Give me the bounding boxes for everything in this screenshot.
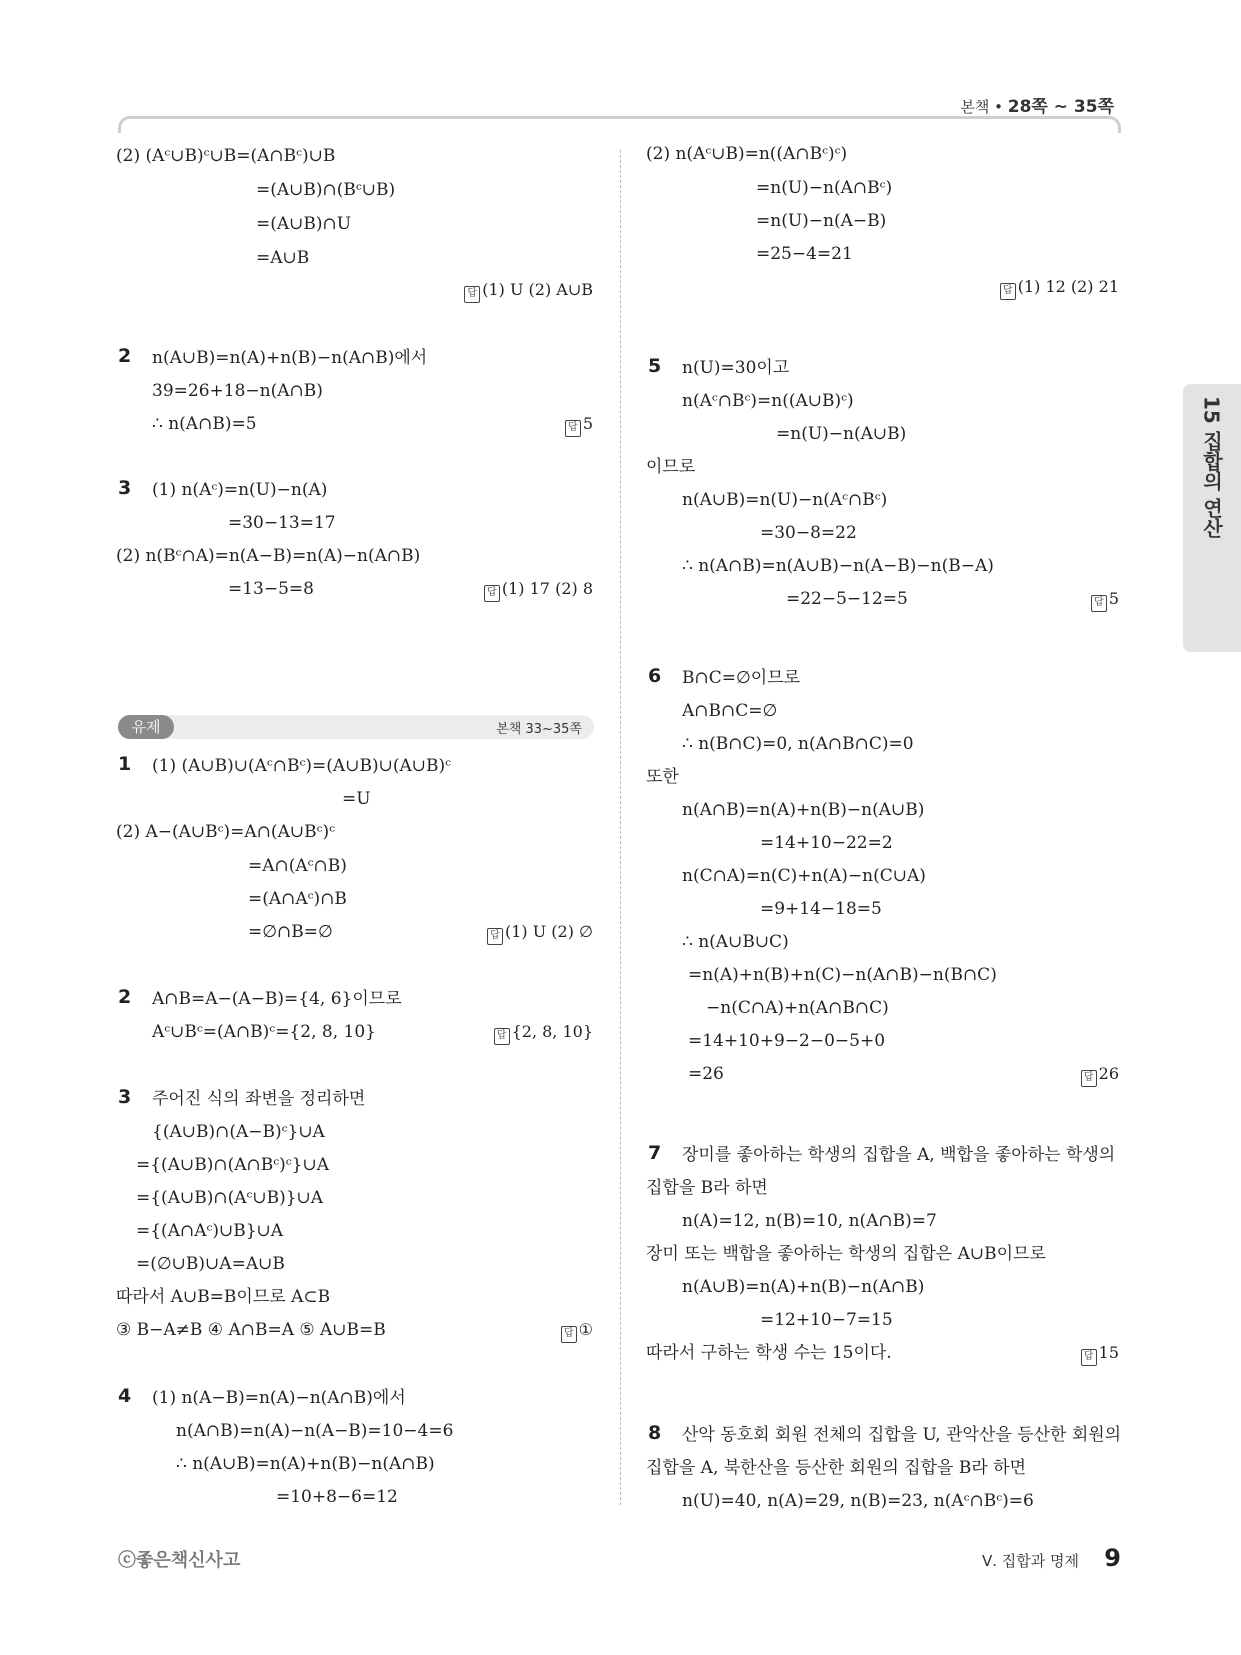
solution-line: ∴ n(A∪B∪C) [682, 932, 789, 952]
answer-text: {2, 8, 10} [511, 1022, 593, 1041]
problem-number: 3 [118, 1086, 132, 1108]
solution-line: A∩B=A−(A−B)={4, 6}이므로 [152, 989, 402, 1009]
header-rule [118, 116, 1121, 133]
solution-line: =14+10−22=2 [760, 833, 893, 853]
answer-text: ① [578, 1320, 593, 1339]
solution-line: =30−8=22 [760, 523, 857, 543]
problem-number: 2 [118, 345, 132, 367]
page-range: 28쪽 ~ 35쪽 [1007, 97, 1114, 117]
solution-line: =12+10−7=15 [760, 1310, 893, 1330]
page-number: 9 [1104, 1544, 1121, 1572]
column-divider [620, 150, 621, 1505]
problem-number: 8 [648, 1422, 662, 1444]
solution-line: 집합을 A, 북한산을 등산한 회원의 집합을 B라 하면 [646, 1458, 1027, 1478]
solution-line: n(U)=30이고 [682, 358, 790, 378]
solution-line: 39=26+18−n(A∩B) [152, 381, 323, 401]
solution-line: =n(U)−n(A∩Bᶜ) [756, 178, 893, 198]
yuje-section-bar [118, 715, 594, 739]
solution-line: =22−5−12=5 [786, 589, 908, 609]
solution-line: =(∅∪B)∪A=A∪B [136, 1254, 285, 1274]
solution-line: (2) A−(A∪Bᶜ)=A∩(A∪Bᶜ)ᶜ [116, 822, 335, 842]
solution-line: 산악 동호회 회원 전체의 집합을 U, 관악산을 등산한 회원의 [682, 1425, 1122, 1445]
solution-line: n(A∩B)=n(A)−n(A−B)=10−4=6 [176, 1421, 454, 1441]
answer-text: 15 [1098, 1343, 1119, 1362]
problem-number: 3 [118, 477, 132, 499]
solution-line: (2) (Aᶜ∪B)ᶜ∪B=(A∩Bᶜ)∪B [116, 146, 336, 166]
answer [484, 579, 593, 602]
solution-line: =A∪B [256, 248, 310, 268]
solution-line: ={(A∪B)∩(A∩Bᶜ)ᶜ}∪A [136, 1155, 329, 1175]
solution-line: n(A∩B)=n(A)+n(B)−n(A∪B) [682, 800, 925, 820]
problem-number: 6 [648, 665, 662, 687]
answer [561, 1320, 593, 1343]
solution-line: A∩B∩C=∅ [682, 701, 778, 721]
solution-line: {(A∪B)∩(A−B)ᶜ}∪A [152, 1122, 325, 1142]
answer-icon: 답 [484, 585, 500, 602]
solution-line: 따라서 A∪B=B이므로 A⊂B [116, 1287, 331, 1307]
chapter-label: Ⅴ. 집합과 명제 [981, 1552, 1079, 1570]
solution-line: =(A∩Aᶜ)∩B [248, 889, 347, 909]
answer-icon: 답 [464, 286, 480, 303]
solution-line: =30−13=17 [228, 513, 336, 533]
solution-line: 따라서 구하는 학생 수는 15이다. [646, 1343, 892, 1363]
solution-line: =∅∩B=∅ [248, 922, 333, 942]
answer-text: (1) U (2) ∅ [504, 922, 593, 941]
solution-line: ∴ n(A∪B)=n(A)+n(B)−n(A∩B) [176, 1454, 435, 1474]
solution-line: 또한 [646, 767, 679, 787]
problem-number: 5 [648, 355, 662, 377]
solution-line: =10+8−6=12 [276, 1487, 398, 1507]
answer-icon: 답 [487, 928, 503, 945]
solution-line: ={(A∩Aᶜ)∪B}∪A [136, 1221, 284, 1241]
solution-line: n(A∪B)=n(U)−n(Aᶜ∩Bᶜ) [682, 490, 888, 510]
solution-line: =25−4=21 [756, 244, 853, 264]
answer-text: 5 [582, 414, 593, 433]
solution-line: =(A∪B)∩(Bᶜ∪B) [256, 180, 396, 200]
problem-number: 4 [118, 1385, 132, 1407]
solution-line: 장미를 좋아하는 학생의 집합을 A, 백합을 좋아하는 학생의 [682, 1145, 1116, 1165]
yuje-tag: 유제 [118, 715, 174, 739]
solution-line: =13−5=8 [228, 579, 314, 599]
solution-line: (1) n(A−B)=n(A)−n(A∩B)에서 [152, 1388, 406, 1408]
publisher-logo: ⓒ좋은책신사고 [118, 1550, 241, 1571]
solution-line: =26 [688, 1064, 724, 1084]
solution-line: n(Aᶜ∩Bᶜ)=n((A∪B)ᶜ) [682, 391, 854, 411]
solution-line: ={(A∪B)∩(Aᶜ∪B)}∪A [136, 1188, 324, 1208]
solution-line: (2) n(Bᶜ∩A)=n(A−B)=n(A)−n(A∩B) [116, 546, 421, 566]
chapter-side-tab [1183, 384, 1241, 652]
solution-line: 집합을 B라 하면 [646, 1178, 768, 1198]
solution-line: (2) n(Aᶜ∪B)=n((A∩Bᶜ)ᶜ) [646, 144, 848, 164]
answer-icon: 답 [1081, 1349, 1097, 1366]
solution-line: (1) (A∪B)∪(Aᶜ∩Bᶜ)=(A∪B)∪(A∪B)ᶜ [152, 756, 451, 776]
problem-number: 1 [118, 753, 132, 775]
bullet-separator: • [994, 98, 1008, 116]
solution-line: =(A∪B)∩U [256, 214, 352, 234]
solution-line: ∴ n(A∩B)=n(A∪B)−n(A−B)−n(B−A) [682, 556, 994, 576]
solution-line: =U [342, 789, 371, 809]
answer [464, 280, 593, 303]
solution-line: n(A)=12, n(B)=10, n(A∩B)=7 [682, 1211, 937, 1231]
answer-icon: 답 [494, 1028, 510, 1045]
solution-line: Aᶜ∪Bᶜ=(A∩B)ᶜ={2, 8, 10} [152, 1022, 376, 1042]
answer [1081, 1343, 1119, 1366]
yuje-page-ref: 본책 33~35쪽 [496, 722, 582, 737]
problem-number: 7 [648, 1142, 662, 1164]
solution-line: n(C∩A)=n(C)+n(A)−n(C∪A) [682, 866, 926, 886]
chapter-side-tab-label: 15 집합의 연산 [1199, 396, 1224, 538]
choices-line: ③ B−A≠B ④ A∩B=A ⑤ A∪B=B [116, 1320, 386, 1340]
answer-icon: 답 [1091, 595, 1107, 612]
solution-line: (1) n(Aᶜ)=n(U)−n(A) [152, 480, 328, 500]
solution-line: ∴ n(A∩B)=5 [152, 414, 257, 434]
solution-line: 주어진 식의 좌변을 정리하면 [152, 1089, 366, 1109]
solution-line: =n(A)+n(B)+n(C)−n(A∩B)−n(B∩C) [688, 965, 997, 985]
solution-line: n(U)=40, n(A)=29, n(B)=23, n(Aᶜ∩Bᶜ)=6 [682, 1491, 1034, 1511]
page-range-header [960, 92, 1114, 117]
answer-icon: 답 [1000, 283, 1016, 300]
solution-line: ∴ n(B∩C)=0, n(A∩B∩C)=0 [682, 734, 914, 754]
answer [487, 922, 593, 945]
answer-icon: 답 [1081, 1070, 1097, 1087]
answer [1091, 589, 1119, 612]
solution-line: =9+14−18=5 [760, 899, 882, 919]
answer-text: 26 [1098, 1064, 1119, 1083]
solution-line: =n(U)−n(A−B) [756, 211, 887, 231]
answer-text: (1) U (2) A∪B [482, 280, 593, 299]
answer-text: (1) 17 (2) 8 [501, 579, 593, 598]
solution-line: 장미 또는 백합을 좋아하는 학생의 집합은 A∪B이므로 [646, 1244, 1046, 1264]
answer [565, 414, 593, 437]
answer [1000, 277, 1119, 300]
book-ref-label: 본책 [960, 98, 990, 116]
solution-line: =n(U)−n(A∪B) [776, 424, 907, 444]
solution-line: B∩C=∅이므로 [682, 668, 801, 688]
solution-line: =A∩(Aᶜ∩B) [248, 856, 347, 876]
solution-line: =14+10+9−2−0−5+0 [688, 1031, 886, 1051]
problem-number: 2 [118, 986, 132, 1008]
solution-line: 이므로 [646, 457, 696, 477]
answer-text: 5 [1108, 589, 1119, 608]
solution-line: n(A∪B)=n(A)+n(B)−n(A∩B)에서 [152, 348, 428, 368]
solution-line: n(A∪B)=n(A)+n(B)−n(A∩B) [682, 1277, 925, 1297]
answer-text: (1) 12 (2) 21 [1017, 277, 1119, 296]
answer [1081, 1064, 1119, 1087]
answer-icon: 답 [561, 1326, 577, 1343]
answer [494, 1022, 593, 1045]
solution-line: −n(C∩A)+n(A∩B∩C) [706, 998, 889, 1018]
answer-icon: 답 [565, 420, 581, 437]
